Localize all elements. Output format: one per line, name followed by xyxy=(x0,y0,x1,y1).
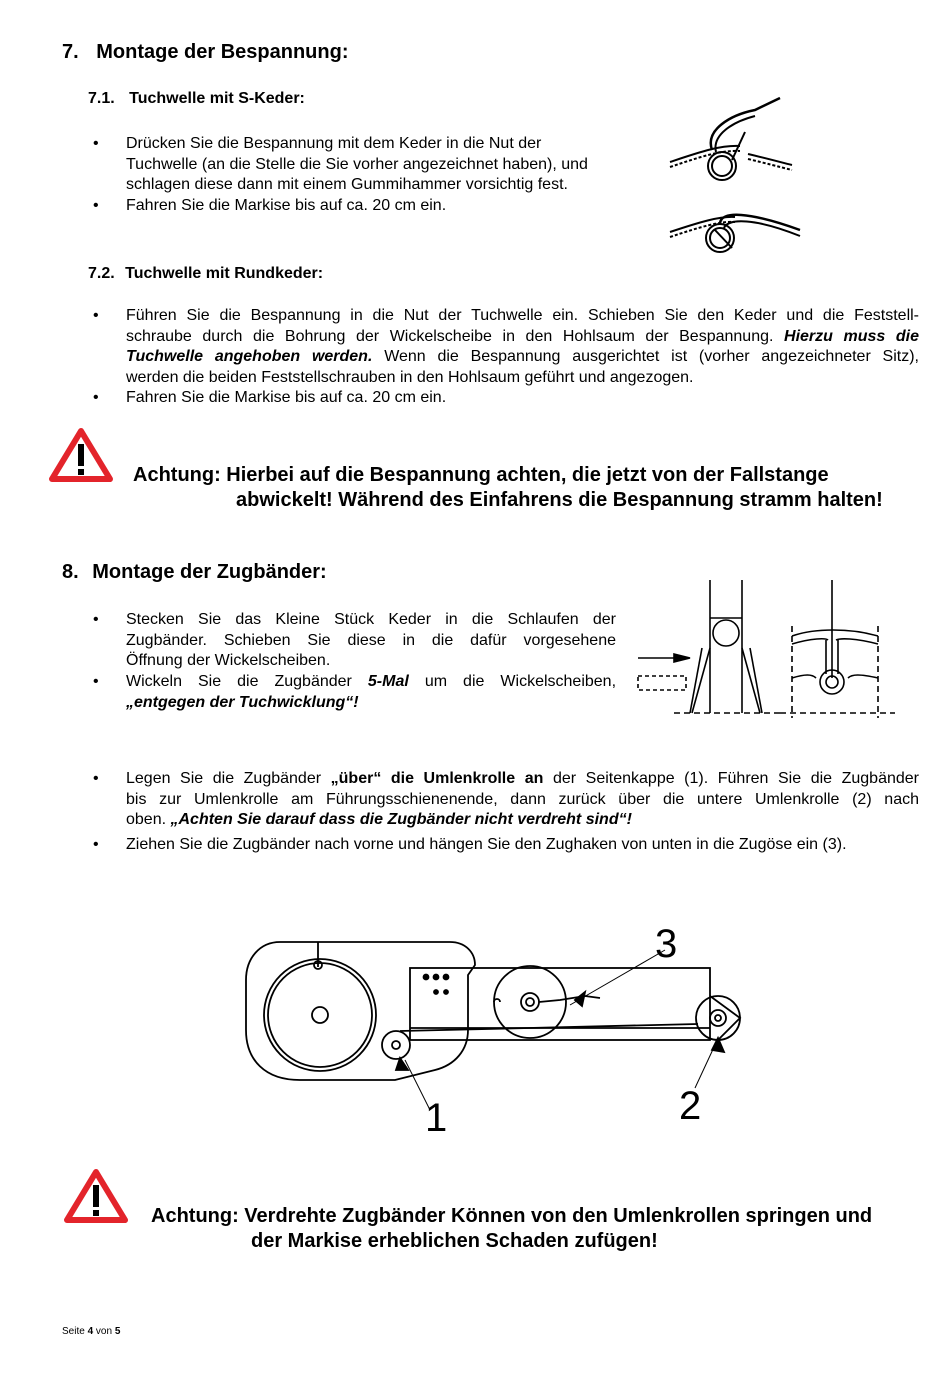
list-item: Legen Sie die Zugbänder „über“ die Umlenkrolle an der Seitenkappe (1). Führen Sie die Zugbänder bis zur Umlenkrolle am Führungsschienenende, dann zurück über die untere Umlenkrolle (2) nach oben. „Achten Sie darauf dass die Zugbänder nicht verdreht sind“! xyxy=(126,770,920,828)
list-item: Fahren Sie die Markise bis auf ca. 20 cm ein. xyxy=(126,389,447,406)
callout-label: 1 xyxy=(425,1096,448,1140)
list-item: Ziehen Sie die Zugbänder nach vorne und hängen Sie den Zughaken von unten in die Zugöse ein (3). xyxy=(126,836,847,853)
s-keder-illustration xyxy=(660,90,800,270)
bullet-icon: • xyxy=(93,673,99,690)
warning-icon xyxy=(63,1168,129,1224)
subsection-title: Tuchwelle mit Rundkeder: xyxy=(125,265,324,282)
warning-text: abwickelt! Während des Einfahrens die Bespannung stramm halten! xyxy=(236,489,883,511)
callout-label: 2 xyxy=(679,1084,702,1128)
subsection-7-1-heading xyxy=(88,90,305,108)
list-item: Wickeln Sie die Zugbänder 5-Mal um die Wickelscheiben, „entgegen der Tuchwicklung“! xyxy=(126,673,617,711)
subsection-number: 7.1. xyxy=(88,90,115,107)
bullet-icon: • xyxy=(93,197,99,214)
warning-text: Achtung: Hierbei auf die Bespannung achten, die jetzt von der Fallstange xyxy=(133,464,829,486)
bullet-icon: • xyxy=(93,307,99,324)
section-8-heading xyxy=(62,561,327,584)
section-number: 7. xyxy=(62,41,79,63)
wickelscheibe-illustration xyxy=(630,578,900,728)
list-item: Führen Sie die Bespannung in die Nut der Tuchwelle ein. Schieben Sie den Keder und die Feststell- schraube durch die Bohrung der Wickelscheibe in den Hohlsaum der Bespannung. Hierzu muss die Tuchwelle angehoben werden. Wenn die Bespannung ausgerichtet ist (vorher angezeichneter Sitz), werden die beiden Feststellschrauben in den Hohlsaum geführt und angezogen. xyxy=(126,307,920,386)
subsection-number: 7.2. xyxy=(88,265,115,282)
section-title: Montage der Zugbänder: xyxy=(92,561,327,583)
bullet-icon: • xyxy=(93,770,99,787)
section-title: Montage der Bespannung: xyxy=(96,41,349,63)
list-item: Fahren Sie die Markise bis auf ca. 20 cm ein. xyxy=(126,197,447,214)
bullet-icon: • xyxy=(93,611,99,628)
page-footer: Seite 4 von 5 xyxy=(62,1326,121,1337)
subsection-title: Tuchwelle mit S-Keder: xyxy=(129,90,305,107)
warning-text: Achtung: Verdrehte Zugbänder Können von den Umlenkrollen springen und xyxy=(151,1205,873,1227)
bullet-icon: • xyxy=(93,135,99,152)
bullet-icon: • xyxy=(93,389,99,406)
list-item: Drücken Sie die Bespannung mit dem Keder in die Nut der Tuchwelle (an die Stelle die Sie vorher angezeichnet haben), und schlagen diese dann mit einem Gummihammer vorsichtig fest. xyxy=(126,135,588,193)
bullet-icon: • xyxy=(93,836,99,853)
subsection-7-2-heading xyxy=(88,265,323,283)
warning-text: der Markise erheblichen Schaden zufügen! xyxy=(251,1230,658,1252)
list-item: Stecken Sie das Kleine Stück Keder in die Schlaufen der Zugbänder. Schieben Sie diese in die dafür vorgesehene Öffnung der Wickelscheiben. xyxy=(126,611,616,669)
section-number: 8. xyxy=(62,561,79,583)
section-7-heading xyxy=(62,41,348,64)
callout-label: 3 xyxy=(655,922,678,966)
warning-icon xyxy=(48,427,114,483)
